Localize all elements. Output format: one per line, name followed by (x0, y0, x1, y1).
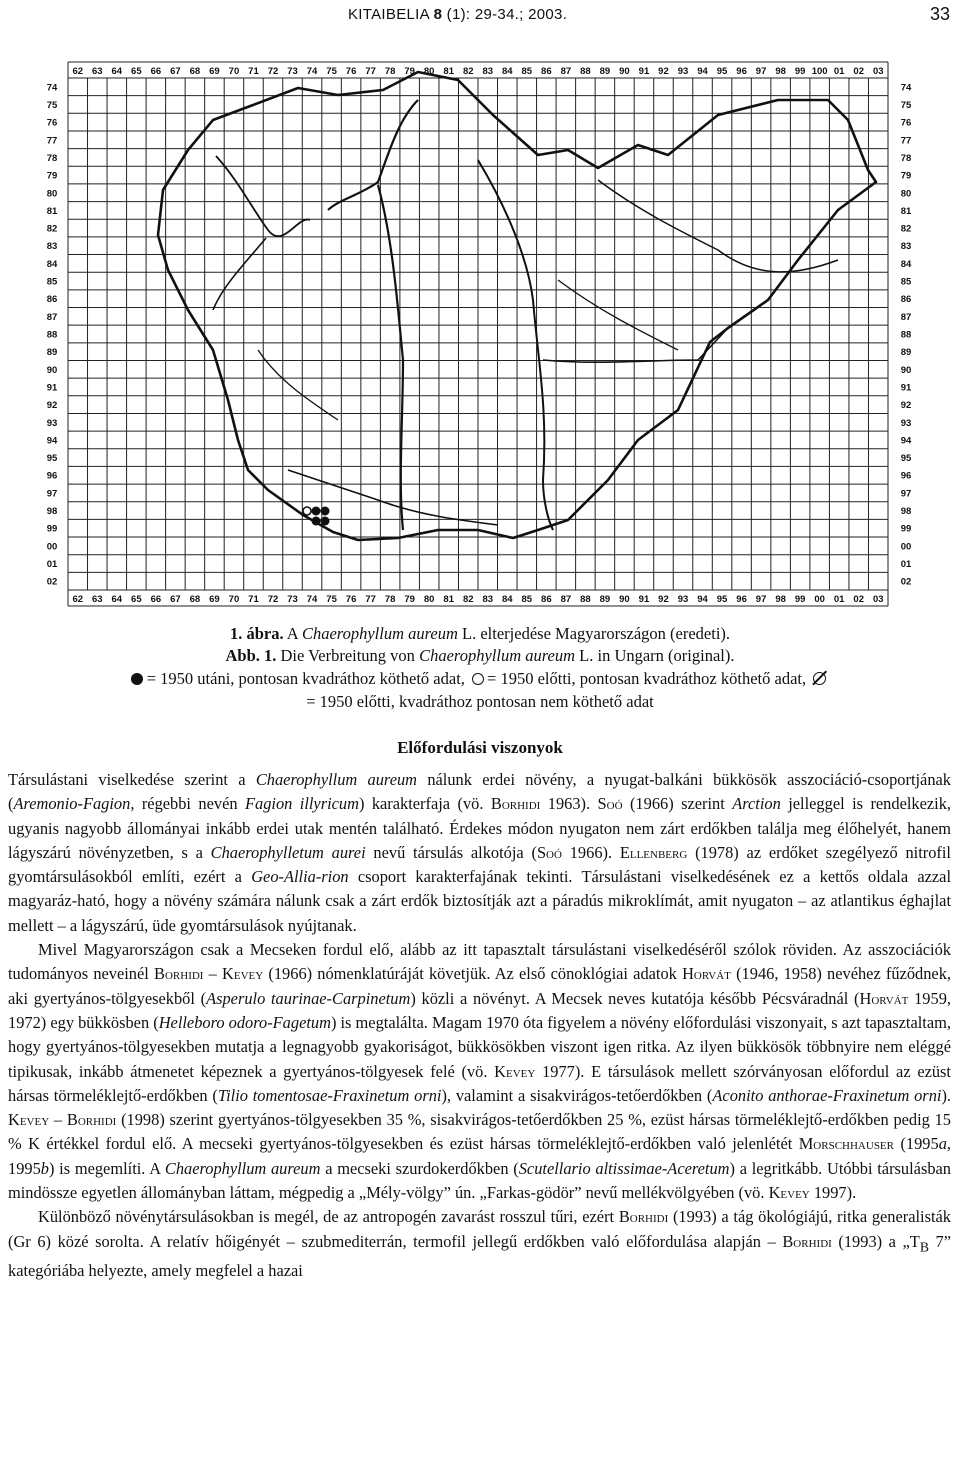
taxon-name: Fagion illyricum (244, 794, 359, 814)
grid-column-label: 92 (658, 66, 669, 77)
grid-column-label: 03 (872, 594, 884, 605)
grid-column-label: 93 (677, 66, 689, 77)
grid-column-label: 80 (423, 594, 435, 605)
grid-row-label: 97 (900, 488, 912, 500)
grid-column-label: 03 (872, 66, 884, 77)
text: (1993) a tág ökológiájú, ritka generalisták (Gr 6) közé sorolta. A relatív hőigényét – szubmediterrán, termofil jellegű erdőkben való előfordulása alapján – (8, 1207, 952, 1251)
grid-column-label: 79 (404, 594, 415, 605)
text: – (203, 964, 223, 984)
author-name: Kevey (8, 1110, 50, 1130)
author-name: Horvát (859, 988, 909, 1008)
grid-row-label: 78 (46, 152, 58, 164)
grid-row-label: 01 (900, 559, 912, 571)
grid-column-label: 66 (150, 594, 162, 605)
journal-name: KITAIBELIA (348, 6, 430, 23)
grid-column-label: 65 (131, 594, 142, 605)
grid-row-label: 83 (900, 241, 912, 253)
grid-column-label: 62 (72, 594, 84, 605)
grid-row-label: 90 (46, 364, 58, 376)
grid-column-label: 87 (560, 594, 572, 605)
grid-column-label: 93 (677, 594, 689, 605)
grid-column-label: 81 (443, 594, 455, 605)
text: (1966) szerint (622, 794, 733, 814)
grid-column-label: 73 (287, 594, 298, 605)
text: 1963). (540, 794, 598, 814)
grid-row-label: 93 (46, 417, 58, 429)
grid-row-label: 85 (900, 276, 912, 288)
grid-row-label: 75 (900, 99, 912, 111)
grid-column-label: 78 (384, 594, 396, 605)
legend-text: = 1950 utáni, pontosan kvadráthoz köthető adat, (146, 669, 470, 688)
figure-number: Abb. 1. (225, 646, 277, 665)
text: ) is megtalálta. Magam 1970 óta figyelem a növény előfordulási viszonyait, s azt tapasztaltam, hogy gyertyános-tölgyesekben mutatja a legnagyobb gyakoriságot, bükkösökben viszont igen ritka. Az ilyen bükkösök többnyire nem eléggé tipikusak, inkább átmenetet képeznek a gyertyános-tölgyesek felé (vö. (8, 1012, 951, 1081)
grid-column-label: 72 (267, 66, 279, 77)
grid-row-label: 74 (46, 82, 58, 94)
text: csoport karakterfajának tekinti. Társulástani viselkedésének ez a kettős oldala azzal magyaráz-ható, hogy a növény számára nálunk csak a zárt erdők biztosítják azt a páradús mikroklímát, amit nyugaton – az atlantikus éghajlat mellett – a lágyszárú, üde gyomtársulások nyújtanak. (8, 867, 951, 935)
grid-column-label: 94 (697, 66, 708, 77)
author-name: Morschhauser (798, 1134, 894, 1154)
text: 7” kategóriába helyezte, amely megfelel a hazai (8, 1231, 951, 1281)
figure-caption-german (0, 645, 960, 667)
author-name: Borhidi (154, 964, 204, 984)
year-suffix: b (40, 1158, 49, 1178)
text: ) a legritkább. Utóbbi társulásban mindössze egyetlen állományban láttam, mégpedig a „Mély-völgy” ún. „Farkas-gödör” nevű mellékvölgyében (vö. (8, 1158, 951, 1203)
grid-column-label: 68 (189, 66, 201, 77)
page-number: 33 (929, 4, 950, 24)
grid-column-label: 79 (404, 66, 415, 77)
grid-row-label: 86 (46, 294, 58, 306)
grid-column-label: 95 (716, 66, 728, 77)
grid-column-label: 75 (326, 594, 337, 605)
grid-column-label: 97 (755, 66, 767, 77)
grid-column-label: 64 (111, 66, 123, 77)
taxon-name: Aconito anthorae-Fraxinetum orni (712, 1085, 942, 1105)
grid-column-label: 80 (423, 66, 435, 77)
grid-row-label: 76 (46, 117, 58, 129)
grid-row-label: 77 (46, 135, 58, 147)
grid-column-label: 81 (443, 66, 455, 77)
grid-column-label: 92 (658, 594, 669, 605)
grid-row-label: 95 (900, 453, 912, 465)
grid-row-label: 78 (900, 152, 912, 164)
caption-text: L. in Ungarn (original). (575, 646, 735, 665)
grid-column-label: 01 (833, 594, 845, 605)
text: a mecseki szurdokerdőkben ( (320, 1158, 519, 1178)
grid-column-label: 85 (521, 66, 533, 77)
grid-column-label: 78 (384, 66, 396, 77)
text: (1966) nómenklatúráját követjük. Az első cönoklógiai adatok (263, 964, 683, 984)
grid-row-label: 79 (46, 170, 58, 182)
text: jelleggel is rendelkezik, ugyanis nagyobb állományai inkább erdei utak mentén található. Érdekes módon nyugaton nem zárt erdőkben találja meg élőhelyét, hanem lágyszárú növényzetben, s a (8, 794, 951, 862)
caption-text: A (283, 624, 302, 643)
grid-row-label: 88 (900, 329, 912, 341)
grid-column-label: 02 (853, 66, 865, 77)
occurrence-point (312, 507, 321, 516)
grid-column-label: 99 (794, 594, 806, 605)
grid-column-label: 75 (326, 66, 337, 77)
occurrence-point (312, 517, 321, 526)
species-name: Chaerophyllum aureum (419, 646, 576, 665)
author-name: Borhidi (490, 794, 541, 814)
grid-row-label: 01 (46, 559, 58, 571)
subscript: B (919, 1238, 929, 1254)
journal-volume: 8 (433, 6, 443, 23)
grid-column-label: 84 (501, 66, 513, 77)
grid-row-label: 87 (46, 311, 58, 323)
grid-column-label: 82 (462, 66, 474, 77)
grid-row-label: 87 (900, 311, 912, 323)
grid-column-label: 77 (365, 594, 376, 605)
grid-column-label: 96 (736, 594, 747, 605)
map-grid (68, 62, 888, 606)
grid-column-label: 95 (716, 594, 728, 605)
grid-row-label: 96 (900, 470, 912, 482)
journal-citation (348, 6, 567, 23)
grid-column-label: 99 (794, 66, 806, 77)
year-suffix: a (938, 1134, 947, 1154)
author-name: Kevey (494, 1061, 536, 1081)
grid-row-label: 00 (900, 541, 912, 553)
text: (1978) az erdőket szegélyező nitrofil gyomtársulásokból említi, ezért a (8, 842, 951, 887)
grid-column-label: 100 (811, 66, 828, 77)
grid-row-label: 93 (900, 417, 912, 429)
grid-row-label: 98 (900, 506, 912, 518)
grid-column-label: 83 (482, 594, 494, 605)
grid-column-label: 01 (833, 66, 845, 77)
grid-row-label: 81 (900, 205, 912, 217)
author-name: Borhidi (782, 1231, 832, 1251)
text: (1995 (894, 1134, 939, 1154)
text: Társulástani viselkedése szerint a (8, 770, 256, 789)
grid-column-label: 86 (541, 66, 552, 77)
text: , régebbi nevén (130, 794, 245, 814)
grid-row-label: 95 (46, 453, 58, 465)
text: 1977). E társulások mellett szórványosan előfordul az ezüst hársas törmeléklejtő-erdőkben ( (8, 1061, 951, 1105)
grid-column-label: 84 (501, 594, 513, 605)
grid-column-label: 77 (365, 66, 376, 77)
grid-column-label: 88 (580, 66, 591, 77)
grid-row-label: 75 (46, 99, 58, 111)
grid-row-label: 91 (46, 382, 58, 394)
grid-column-label: 86 (541, 594, 552, 605)
taxon-name: Chaerophylletum aurei (210, 842, 366, 862)
grid-column-label: 83 (482, 66, 494, 77)
taxon-name: Arction (732, 794, 781, 814)
grid-row-label: 82 (46, 223, 58, 235)
grid-row-label: 80 (900, 188, 912, 200)
grid-column-label: 64 (111, 594, 123, 605)
grid-row-label: 88 (46, 329, 58, 341)
grid-column-label: 74 (306, 66, 318, 77)
author-name: Borhidi (618, 1207, 669, 1227)
grid-row-label: 98 (46, 506, 58, 518)
grid-column-label: 71 (248, 66, 259, 77)
body-text (8, 768, 951, 1284)
grid-row-label: 80 (46, 188, 58, 200)
grid-column-label: 82 (462, 594, 474, 605)
author-name: Horvát (682, 964, 731, 984)
author-name: Soó (536, 842, 562, 862)
section-title: Előfordulási viszonyok (397, 738, 563, 757)
grid-column-label: 98 (775, 66, 786, 77)
grid-row-label: 97 (46, 488, 58, 500)
grid-column-label: 63 (91, 66, 103, 77)
paragraph-1 (8, 768, 951, 938)
occurrence-point-pre1950 (303, 507, 311, 515)
text: Különböző növénytársulásokban is megél, de az antropogén zavarást rosszul tűri, ezért (38, 1207, 619, 1227)
grid-column-label: 71 (248, 594, 259, 605)
author-name: Borhidi (66, 1110, 117, 1130)
grid-column-label: 89 (599, 594, 611, 605)
species-name: Chaerophyllum aureum (301, 624, 458, 643)
text: 1959, 1972) egy bükkösben ( (8, 988, 951, 1032)
grid-row-label: 89 (46, 347, 58, 359)
grid-column-label: 00 (814, 594, 825, 605)
grid-column-label: 67 (170, 594, 181, 605)
author-name: Ellenberg (619, 842, 688, 862)
grid-row-label: 82 (900, 223, 912, 235)
paragraph-2 (8, 938, 951, 1205)
grid-column-label: 96 (736, 66, 747, 77)
grid-row-label: 99 (900, 523, 912, 535)
open-circle-icon (472, 673, 484, 685)
grid-column-label: 97 (755, 594, 767, 605)
grid-row-label: 77 (900, 135, 912, 147)
text: , 1995 (8, 1134, 952, 1178)
text: 1997). (809, 1183, 857, 1203)
grid-row-label: 96 (46, 470, 58, 482)
grid-row-label: 92 (900, 400, 912, 412)
journal-issue-pages: (1): 29-34.; 2003. (442, 6, 568, 23)
grid-row-label: 92 (46, 400, 58, 412)
crossed-circle-icon (813, 672, 826, 685)
text: ). (941, 1085, 951, 1105)
grid-column-label: 91 (638, 594, 650, 605)
taxon-name: Helleboro odoro-Fagetum (158, 1012, 331, 1032)
figure-legend (0, 668, 960, 690)
figure-caption-hungarian (0, 623, 960, 645)
grid-column-label: 69 (209, 66, 220, 77)
species-name: Chaerophyllum aureum (255, 770, 418, 789)
figure-legend-continued (0, 691, 960, 713)
grid-column-label: 69 (209, 594, 220, 605)
taxon-name: Tilio tomentosae-Fraxinetum orni (217, 1085, 442, 1105)
text: nevű társulás alkotója ( (365, 842, 537, 862)
grid-row-label: 94 (900, 435, 912, 447)
legend-text: = 1950 előtti, kvadráthoz pontosan nem köthető adat (306, 692, 654, 711)
text: ), valamint a sisakvirágos-tetőerdőkben ( (441, 1085, 713, 1105)
taxon-name: Geo-Allia-rion (251, 867, 349, 887)
occurrence-point (321, 507, 330, 516)
grid-column-label: 68 (189, 594, 201, 605)
text: 1966). (561, 842, 620, 862)
grid-column-label: 76 (345, 594, 357, 605)
grid-row-label: 76 (900, 117, 912, 129)
grid-column-label: 66 (150, 66, 162, 77)
grid-row-label: 90 (900, 364, 912, 376)
grid-row-label: 94 (46, 435, 58, 447)
taxon-name: Asperulo taurinae-Carpinetum (206, 988, 411, 1008)
text: Mivel Magyarországon csak a Mecseken fordul elő, alább az itt tapasztalt társulástani viselkedéséről szólok röviden. Az asszociációk tudományos neveinél (8, 940, 951, 984)
grid-column-label: 73 (287, 66, 298, 77)
grid-column-label: 70 (228, 594, 240, 605)
grid-column-label: 62 (72, 66, 84, 77)
paragraph-3 (8, 1205, 951, 1283)
grid-row-label: 74 (900, 82, 912, 94)
map-grid-labels (47, 66, 912, 605)
author-name: Kevey (222, 964, 264, 984)
grid-row-label: 83 (46, 241, 58, 253)
grid-column-label: 63 (91, 594, 103, 605)
grid-column-label: 89 (599, 66, 611, 77)
text: ) karakterfaja (vö. (358, 794, 491, 814)
grid-row-label: 86 (900, 294, 912, 306)
text: ) is megemlíti. A (48, 1158, 165, 1178)
author-name: Soó (597, 794, 623, 814)
caption-text: L. elterjedése Magyarországon (eredeti). (457, 624, 731, 643)
grid-column-label: 88 (580, 594, 591, 605)
grid-row-label: 84 (900, 258, 912, 270)
text: (1993) a „T (831, 1231, 920, 1251)
distribution-map-svg (38, 60, 930, 610)
author-name: Kevey (768, 1183, 810, 1203)
running-head (340, 4, 950, 26)
grid-column-label: 85 (521, 594, 533, 605)
grid-row-label: 85 (46, 276, 58, 288)
text: nálunk erdei növény, a nyugat-balkáni bükkösök asszociáció-csoportjának ( (8, 770, 951, 814)
text: (1946, 1958) nevéhez fűződnek, aki gyertyános-tölgyesekből ( (8, 964, 952, 1008)
grid-row-label: 81 (46, 205, 58, 217)
grid-row-label: 91 (900, 382, 912, 394)
grid-row-label: 79 (900, 170, 912, 182)
taxon-name: Aremonio-Fagion (13, 794, 131, 814)
distribution-map (38, 60, 930, 610)
grid-column-label: 91 (638, 66, 650, 77)
text: (1998) szerint gyertyános-tölgyesekben 35 %, sisakvirágos-tetőerdőkben 25 %, ezüst hársas törmeléklejtő-erdőkben pedig 15 % K értékkel fordul elő. A mecseki gyertyános-tölgyesekben és ezüst hársas törmeléklejtő-erdőkben való jelenlétét (8, 1110, 951, 1154)
figure-number: 1. ábra. (229, 624, 284, 643)
grid-column-label: 90 (619, 66, 630, 77)
grid-column-label: 76 (345, 66, 357, 77)
grid-row-label: 00 (46, 541, 58, 553)
grid-column-label: 98 (775, 594, 786, 605)
legend-text: = 1950 előtti, pontosan kvadráthoz köthető adat, (487, 669, 811, 688)
grid-row-label: 89 (900, 347, 912, 359)
caption-text: Die Verbreitung von (276, 646, 420, 665)
grid-column-label: 02 (853, 594, 865, 605)
text: ) közli a növényt. A Mecsek neves kutatója később Pécsváradnál ( (410, 988, 860, 1008)
grid-row-label: 99 (46, 523, 58, 535)
grid-row-label: 84 (46, 258, 58, 270)
grid-column-label: 90 (619, 594, 630, 605)
species-name: Chaerophyllum aureum (164, 1158, 321, 1178)
grid-column-label: 72 (267, 594, 279, 605)
filled-dot-icon (131, 673, 143, 685)
grid-row-label: 02 (46, 576, 58, 588)
grid-column-label: 70 (228, 66, 240, 77)
text: – (49, 1110, 67, 1130)
grid-row-label: 02 (900, 576, 912, 588)
grid-column-label: 67 (170, 66, 181, 77)
grid-column-label: 74 (306, 594, 318, 605)
grid-column-label: 87 (560, 66, 572, 77)
grid-column-label: 94 (697, 594, 708, 605)
taxon-name: Scutellario altissimae-Aceretum (518, 1158, 730, 1178)
occurrence-point (321, 517, 330, 526)
grid-column-label: 65 (131, 66, 142, 77)
